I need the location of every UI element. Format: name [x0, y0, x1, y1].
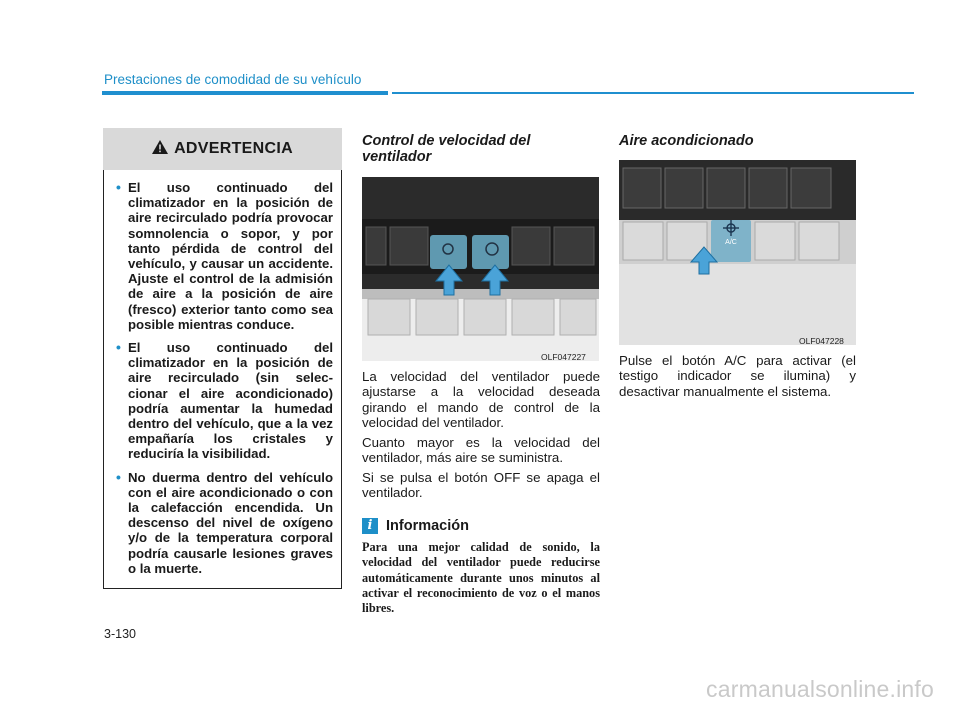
warning-item: • No duerma dentro del vehículo con el aire acondicionado o con la calefacción encendida. Un descenso del nivel de oxígeno y/o de la temperatura corporal podría causarle lesiones graves o la muerte. — [118, 470, 333, 576]
warning-item: • El uso continuado del climatizador en la posición de aire recirculado (sin selec-cionar el aire acondicionado) podría aumentar la humedad dentro del vehículo, que a la vez empañaría los cristales y reduciría la visibilidad. — [118, 340, 333, 462]
warning-list — [104, 170, 341, 576]
ac-paragraph: Pulse el botón A/C para activar (el testigo indicador se ilumina) y desactivar manualmente el sistema. — [619, 353, 856, 399]
fan-paragraph: La velocidad del ventilador puede ajustarse a la velocidad deseada girando el mando de control de la velocidad del ventilador. — [362, 369, 600, 431]
info-title: Información — [386, 518, 469, 534]
page-number: 3-130 — [104, 627, 136, 641]
warning-header — [103, 128, 342, 170]
watermark: carmanualsonline.info — [706, 676, 934, 702]
ac-button-photo — [619, 160, 856, 345]
fan-paragraph: Cuanto mayor es la velocidad del ventilador, más aire se suministra. — [362, 435, 600, 466]
warning-triangle-icon — [152, 140, 168, 159]
warning-title: ADVERTENCIA — [174, 140, 293, 157]
header-rule-thick — [102, 91, 388, 95]
warning-box — [103, 128, 342, 589]
section-header-title: Prestaciones de comodidad de su vehículo — [104, 72, 362, 87]
fan-control-photo — [362, 177, 599, 361]
info-icon: i — [362, 518, 378, 534]
ac-section-title: Aire acondicionado — [619, 133, 754, 149]
ac-photo-code: OLF047228 — [799, 336, 844, 346]
header-rule-thin — [392, 92, 914, 94]
fan-section-title: Control de velocidad del ventilador — [362, 133, 531, 165]
info-text: Para una mejor calidad de sonido, la velocidad del ventilador puede reducirse automáticamente durante unos minutos al activar el reconocimiento de voz o el manos libres. — [362, 540, 600, 616]
fan-photo-code: OLF047227 — [541, 352, 586, 362]
ac-button-label: A/C — [725, 239, 737, 246]
fan-paragraph: Si se pulsa el botón OFF se apaga el ventilador. — [362, 470, 600, 501]
warning-item: • El uso continuado del climatizador en la posición de aire recirculado podría provocar somnolencia o sopor, y por tanto pérdida de control del vehículo, y causar un accidente. Ajuste el control de la admisión de aire a la posición de aire (fresco) exterior tanto como sea posible mientras conduce. — [118, 180, 333, 332]
